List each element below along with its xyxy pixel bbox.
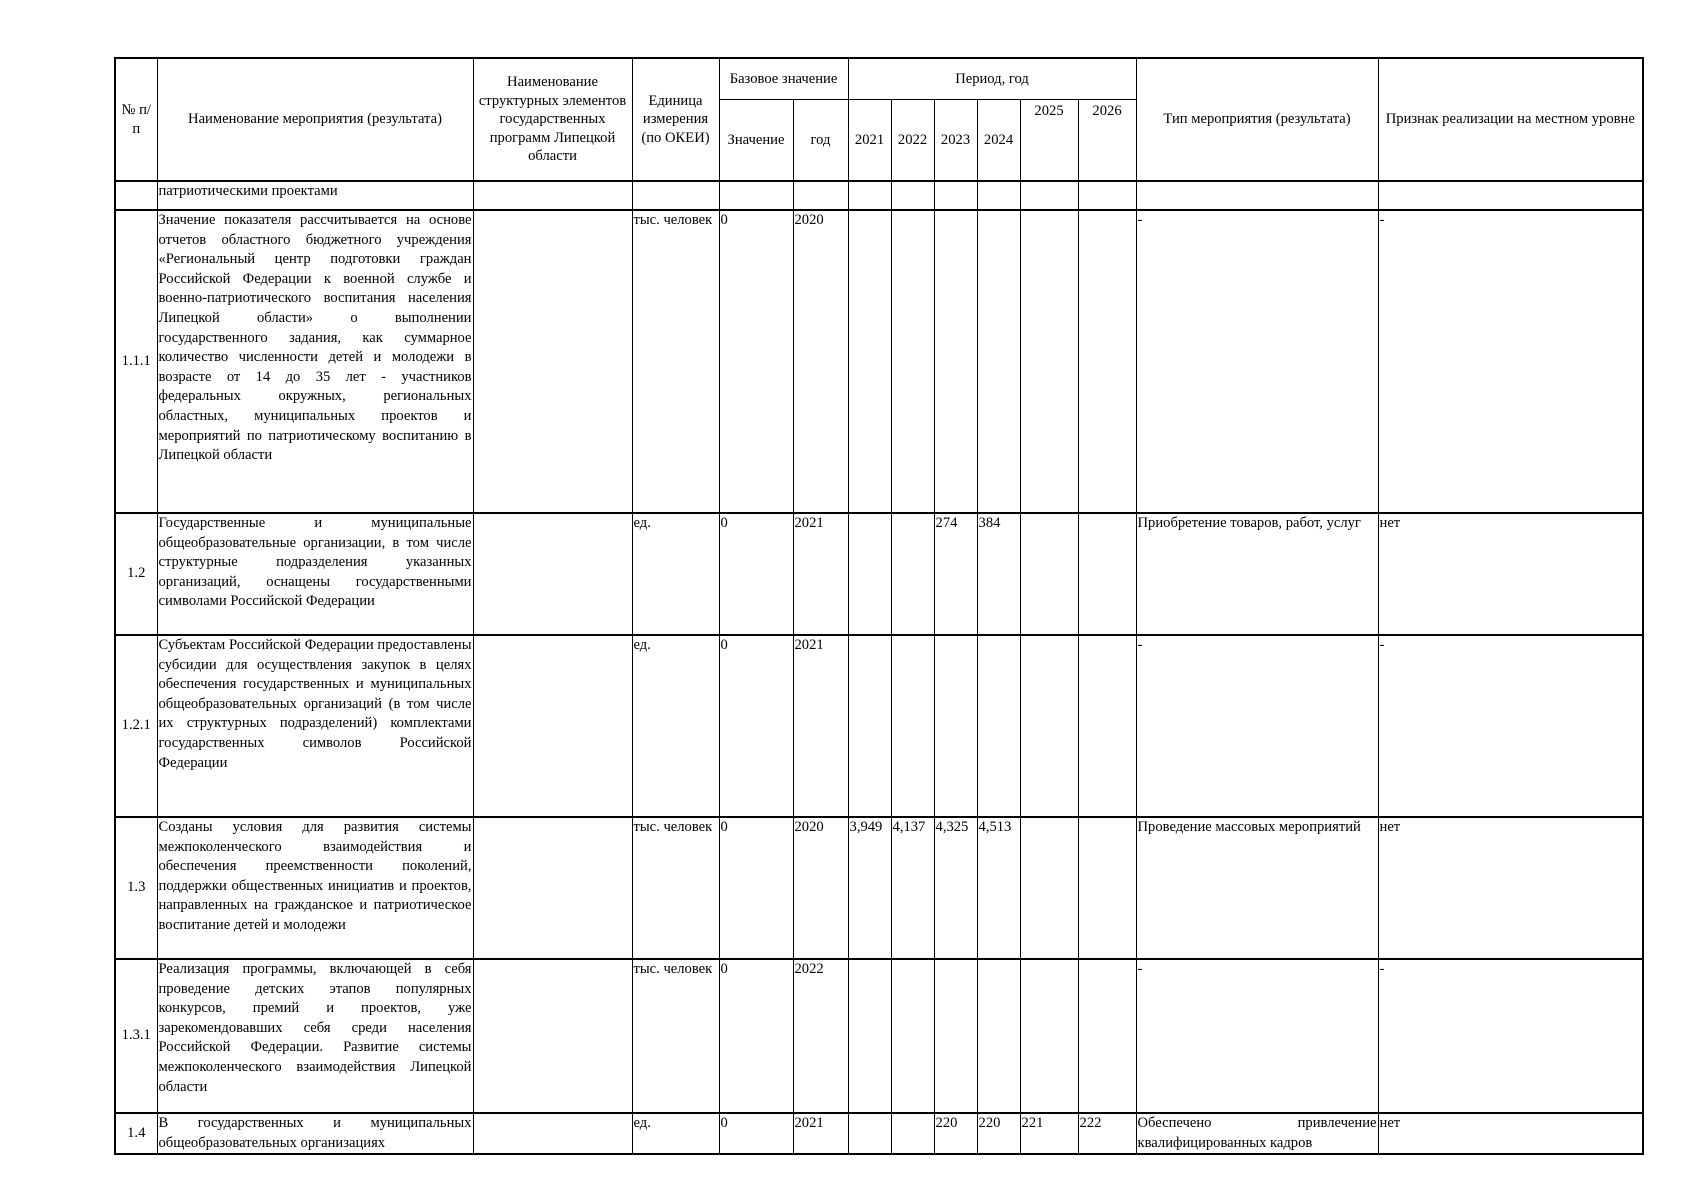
- header-unit: Единица измерения (по ОКЕИ): [632, 58, 719, 181]
- row-local: -: [1378, 959, 1643, 1113]
- row-year-2024: [977, 210, 1020, 513]
- header-name: Наименование мероприятия (результата): [157, 58, 473, 181]
- table-row: [115, 513, 1643, 635]
- row-year-2021: [848, 181, 891, 210]
- row-year-2022: [891, 181, 934, 210]
- row-year-2026: [1078, 181, 1136, 210]
- row-year-2023: [934, 635, 977, 817]
- table-row: [115, 210, 1643, 513]
- header-year-2023: 2023: [934, 100, 977, 182]
- header-period: Период, год: [848, 58, 1136, 100]
- row-number: 1.2: [115, 513, 157, 635]
- row-number: 1.1.1: [115, 210, 157, 513]
- row-name: патриотическими проектами: [157, 181, 473, 210]
- row-unit: [632, 181, 719, 210]
- table-row: [115, 635, 1643, 817]
- row-base-value: 0: [719, 817, 793, 959]
- row-base-value: 0: [719, 210, 793, 513]
- row-year-2021: [848, 1113, 891, 1154]
- header-struct: Наименование структурных элементов государственных программ Липецкой области: [473, 58, 632, 181]
- row-year-2024: 4,513: [977, 817, 1020, 959]
- row-type: [1136, 181, 1378, 210]
- row-year-2022: 4,137: [891, 817, 934, 959]
- row-base-year: 2020: [793, 210, 848, 513]
- row-year-2022: [891, 513, 934, 635]
- row-unit: тыс. человек: [632, 959, 719, 1113]
- row-number: 1.2.1: [115, 635, 157, 817]
- row-year-2021: [848, 635, 891, 817]
- row-unit: ед.: [632, 635, 719, 817]
- row-struct: [473, 817, 632, 959]
- row-number: 1.3: [115, 817, 157, 959]
- row-year-2026: [1078, 959, 1136, 1113]
- row-number: 1.3.1: [115, 959, 157, 1113]
- row-type: Приобретение товаров, работ, услуг: [1136, 513, 1378, 635]
- row-local: нет: [1378, 1113, 1643, 1154]
- row-year-2021: [848, 210, 891, 513]
- row-unit: тыс. человек: [632, 817, 719, 959]
- table-row: [115, 959, 1643, 1113]
- row-year-2025: 221: [1020, 1113, 1078, 1154]
- row-local: [1378, 181, 1643, 210]
- row-name: Субъектам Российской Федерации предоставлены субсидии для осуществления закупок в целях обеспечения государственных и муниципальных общеобразовательных организаций (в том числе их структурных подразделений) комплектами государственных символов Российской Федерации: [157, 635, 473, 817]
- row-unit: ед.: [632, 1113, 719, 1154]
- row-base-value: [719, 181, 793, 210]
- row-year-2022: [891, 635, 934, 817]
- row-base-year: 2022: [793, 959, 848, 1113]
- row-base-value: 0: [719, 959, 793, 1113]
- row-name: Реализация программы, включающей в себя проведение детских этапов популярных конкурсов, премий и проектов, уже зарекомендовавших себя среди населения Российской Федерации. Развитие системы межпоколенческого взаимодействия Липецкой области: [157, 959, 473, 1113]
- row-year-2023: [934, 959, 977, 1113]
- row-year-2022: [891, 1113, 934, 1154]
- row-year-2024: [977, 635, 1020, 817]
- row-year-2025: [1020, 635, 1078, 817]
- row-year-2024: [977, 959, 1020, 1113]
- row-unit: ед.: [632, 513, 719, 635]
- row-year-2022: [891, 210, 934, 513]
- row-base-value: 0: [719, 635, 793, 817]
- header-year-2025: 2025: [1020, 100, 1078, 182]
- table-row: [115, 181, 1643, 210]
- row-struct: [473, 210, 632, 513]
- row-year-2026: [1078, 210, 1136, 513]
- row-year-2026: [1078, 817, 1136, 959]
- table-row: [115, 1113, 1643, 1154]
- row-year-2023: 4,325: [934, 817, 977, 959]
- row-local: -: [1378, 635, 1643, 817]
- row-year-2024: 384: [977, 513, 1020, 635]
- row-year-2025: [1020, 959, 1078, 1113]
- row-year-2026: [1078, 513, 1136, 635]
- row-type: Обеспечено привлечение квалифицированных кадров: [1136, 1113, 1378, 1154]
- row-type: -: [1136, 635, 1378, 817]
- row-year-2021: 3,949: [848, 817, 891, 959]
- row-base-value: 0: [719, 1113, 793, 1154]
- row-local: нет: [1378, 817, 1643, 959]
- row-base-year: 2021: [793, 513, 848, 635]
- row-unit: тыс. человек: [632, 210, 719, 513]
- header-year-2022: 2022: [891, 100, 934, 182]
- row-year-2023: 274: [934, 513, 977, 635]
- row-base-year: 2021: [793, 1113, 848, 1154]
- row-struct: [473, 513, 632, 635]
- row-number: 1.4: [115, 1113, 157, 1154]
- header-type: Тип мероприятия (результата): [1136, 58, 1378, 181]
- row-year-2025: [1020, 210, 1078, 513]
- row-name: В государственных и муниципальных общеобразовательных организациях: [157, 1113, 473, 1154]
- row-year-2024: [977, 181, 1020, 210]
- row-year-2022: [891, 959, 934, 1113]
- row-local: нет: [1378, 513, 1643, 635]
- header-year-2021: 2021: [848, 100, 891, 182]
- header-base-value: Значение: [719, 100, 793, 182]
- row-type: -: [1136, 210, 1378, 513]
- row-struct: [473, 1113, 632, 1154]
- row-year-2023: 220: [934, 1113, 977, 1154]
- header-local: Признак реализации на местном уровне: [1378, 58, 1643, 181]
- row-name: Государственные и муниципальные общеобразовательные организации, в том числе структурные подразделения указанных организаций, оснащены государственными символами Российской Федерации: [157, 513, 473, 635]
- header-year-2024: 2024: [977, 100, 1020, 182]
- row-base-year: 2021: [793, 635, 848, 817]
- row-name: Значение показателя рассчитывается на основе отчетов областного бюджетного учреждения «Региональный центр подготовки граждан Российской Федерации к военной службе и военно-патриотического воспитания населения Липецкой области» о выполнении государственного задания, как суммарное количество численности детей и молодежи в возрасте от 14 до 35 лет - участников федеральных окружных, региональных областных, муниципальных проектов и мероприятий по патриотическому воспитанию в Липецкой области: [157, 210, 473, 513]
- header-year-2026: 2026: [1078, 100, 1136, 182]
- table-row: [115, 817, 1643, 959]
- indicators-table: [114, 57, 1644, 1155]
- row-type: Проведение массовых мероприятий: [1136, 817, 1378, 959]
- document-table-wrapper: [114, 57, 1642, 1151]
- row-base-value: 0: [719, 513, 793, 635]
- header-base-year: год: [793, 100, 848, 182]
- row-local: -: [1378, 210, 1643, 513]
- row-base-year: 2020: [793, 817, 848, 959]
- row-name: Созданы условия для развития системы межпоколенческого взаимодействия и обеспечения преемственности поколений, поддержки общественных инициатив и проектов, направленных на гражданское и патриотическое воспитание детей и молодежи: [157, 817, 473, 959]
- row-struct: [473, 959, 632, 1113]
- row-base-year: [793, 181, 848, 210]
- row-struct: [473, 181, 632, 210]
- row-number: [115, 181, 157, 210]
- row-year-2025: [1020, 513, 1078, 635]
- row-year-2025: [1020, 817, 1078, 959]
- header-base: Базовое значение: [719, 58, 848, 100]
- row-year-2021: [848, 959, 891, 1113]
- row-year-2026: 222: [1078, 1113, 1136, 1154]
- row-type: -: [1136, 959, 1378, 1113]
- header-num: № п/п: [115, 58, 157, 181]
- row-year-2023: [934, 210, 977, 513]
- row-year-2023: [934, 181, 977, 210]
- row-struct: [473, 635, 632, 817]
- row-year-2024: 220: [977, 1113, 1020, 1154]
- row-year-2025: [1020, 181, 1078, 210]
- row-year-2026: [1078, 635, 1136, 817]
- row-year-2021: [848, 513, 891, 635]
